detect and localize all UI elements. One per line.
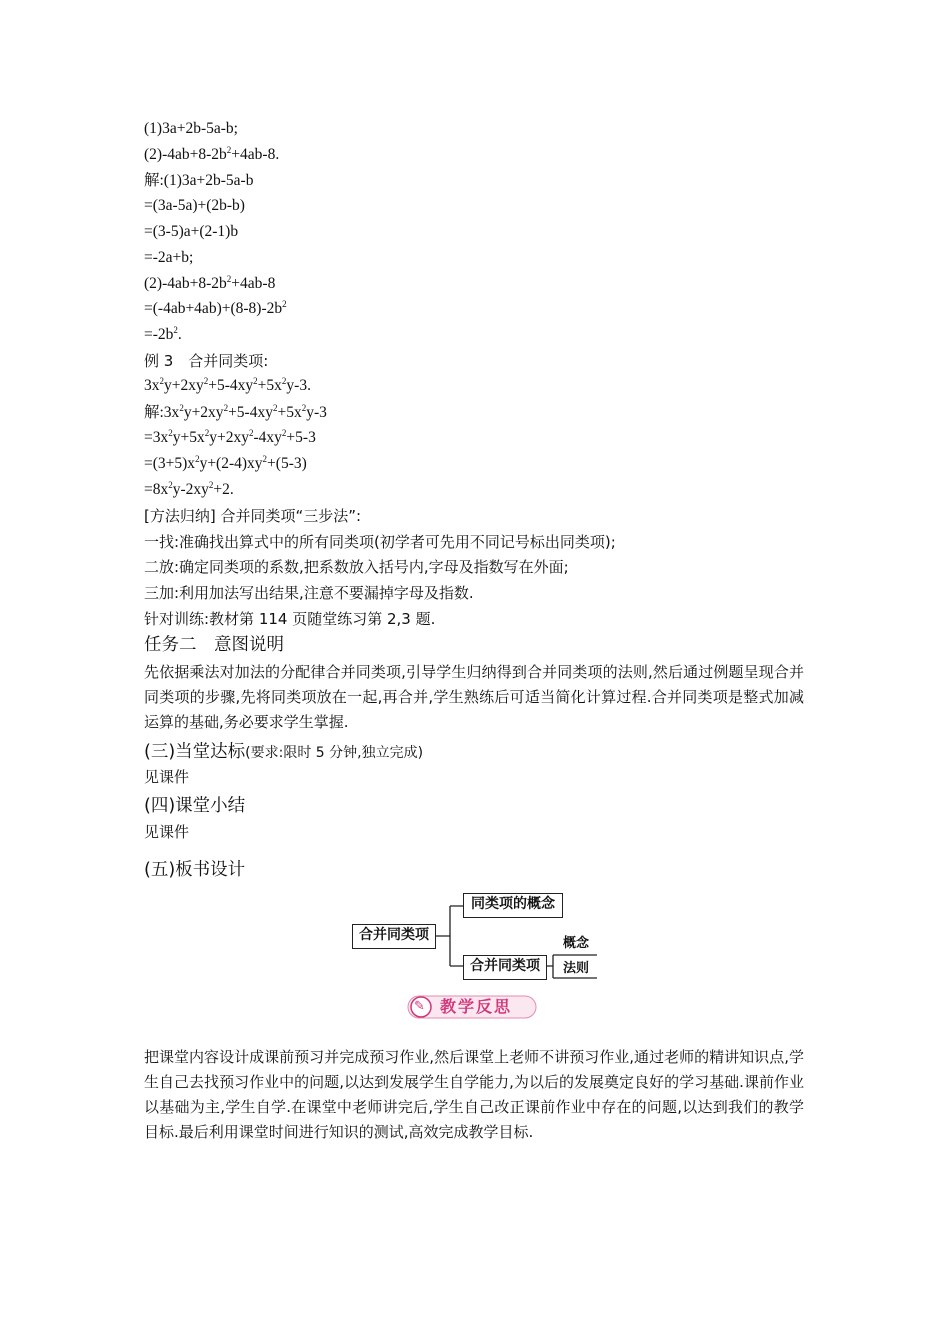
ex2-solution-line: =-2a+b; <box>144 249 194 266</box>
board-leaf-rule: 法则 <box>563 961 590 976</box>
ex2-solution-line: 解:(1)3a+2b-5a-b <box>144 172 254 189</box>
reflection-banner <box>406 993 538 1021</box>
ex2-question-2: $(2)-4ab+8-2b^2+4ab-8$. <box>144 145 280 163</box>
ex2-solution-line: =(3-5)a+(2-1)b <box>144 223 239 240</box>
ex3-solution-line: 解$:3x^2y+2xy^2+5-4xy^2+5x^2y-3$ <box>144 403 327 421</box>
ex3-title: 例 3 合并同类项: <box>144 352 269 370</box>
method-title: [方法归纳] 合并同类项“三步法”: <box>144 507 362 525</box>
section-4-body: 见课件 <box>144 823 190 841</box>
ex3-solution-line: $=3x^2y+5x^2y+2xy^2-4xy^2+5-3$ <box>144 428 316 446</box>
ex2-solution-line: $=(-4ab+4ab)+(8-8)-2b^2$ <box>144 299 287 317</box>
ex3-solution-line: $=(3+5)x^2y+(2-4)xy^2+(5-3)$ <box>144 454 307 472</box>
task2-body: 先依据乘法对加法的分配律合并同类项,引导学生归纳得到合并同类项的法则,然后通过例题呈现合并同类项的步骤,先将同类项放在一起,再合并,学生熟练后可适当简化计算过程.合并同类项是整式加减运算的基础,务必要求学生掌握. <box>144 663 804 731</box>
board-root-node: 合并同类项 <box>352 924 436 949</box>
ex2-solution-line: $(2)-4ab+8-2b^2+4ab-8$ <box>144 274 276 292</box>
section-3-heading: (三)当堂达标(要求:限时 5 分钟,独立完成) <box>144 742 424 762</box>
ex2-question-1: (1)3a+2b-5a-b; <box>144 120 238 137</box>
practice-note: 针对训练:教材第 114 页随堂练习第 2,3 题. <box>144 610 436 628</box>
board-merge-node: 合并同类项 <box>463 955 547 980</box>
board-leaf-concept: 概念 <box>563 936 590 951</box>
method-step-place: 二放:确定同类项的系数,把系数放入括号内,字母及指数写在外面; <box>144 558 569 576</box>
section-5-heading: (五)板书设计 <box>144 860 246 880</box>
pen-icon: ✎ <box>414 999 425 1014</box>
reflection-banner-title: 教学反思 <box>440 997 513 1016</box>
section-3-body: 见课件 <box>144 768 190 786</box>
ex2-solution-line: $=-2b^2$. <box>144 325 182 343</box>
method-step-add: 三加:利用加法写出结果,注意不要漏掉字母及指数. <box>144 584 474 602</box>
ex3-solution-line: $=8x^2y-2xy^2+2$. <box>144 480 234 498</box>
board-concept-node: 同类项的概念 <box>463 893 563 918</box>
method-step-find: 一找:准确找出算式中的所有同类项(初学者可先用不同记号标出同类项); <box>144 533 616 551</box>
ex2-solution-line: =(3a-5a)+(2b-b) <box>144 197 245 214</box>
ex3-question: $3x^2y+2xy^2+5-4xy^2+5x^2y-3$. <box>144 376 311 394</box>
reflection-body: 把课堂内容设计成课前预习并完成预习作业,然后课堂上老师不讲预习作业,通过老师的精讲知识点,学生自己去找预习作业中的问题,以达到发展学生自学能力,为以后的发展奠定良好的学习基础.课前作业以基础为主,学生自学.在课堂中老师讲完后,学生自己改正课前作业中存在的问题,以达到我们的教学目标.最后利用课堂时间进行知识的测试,高效完成教学目标. <box>144 1048 804 1141</box>
section-4-heading: (四)课堂小结 <box>144 796 246 816</box>
task2-title: 任务二 意图说明 <box>144 635 284 655</box>
